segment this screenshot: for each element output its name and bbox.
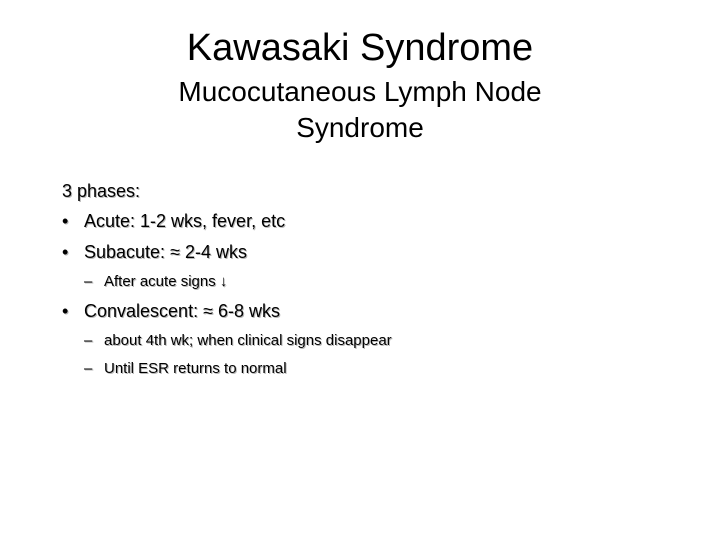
subtitle-line-2: Syndrome <box>296 112 424 143</box>
dash-icon: – <box>84 332 93 349</box>
subtitle-line-1: Mucocutaneous Lymph Node <box>178 76 542 107</box>
list-item-text: Subacute: ≈ 2-4 wks <box>84 242 247 262</box>
slide-subtitle <box>60 74 660 146</box>
bullet-icon: • <box>62 242 69 262</box>
sub-item-after-acute <box>62 272 662 291</box>
list-item-acute <box>62 210 662 232</box>
sub-item-4th-week <box>62 331 662 350</box>
sub-item-esr-normal <box>62 359 662 378</box>
intro-text: 3 phases: <box>62 181 141 201</box>
list-item-text: Acute: 1-2 wks, fever, etc <box>84 211 286 231</box>
list-item-convalescent <box>62 300 662 322</box>
title-block <box>60 26 660 146</box>
list-item-subacute <box>62 241 662 263</box>
dash-icon: – <box>84 273 93 290</box>
dash-icon: – <box>84 360 93 377</box>
sub-item-text: Until ESR returns to normal <box>104 360 287 377</box>
slide-body <box>62 180 662 387</box>
bullet-icon: • <box>62 211 69 231</box>
bullet-icon: • <box>62 301 69 321</box>
sub-item-text: about 4th wk; when clinical signs disappear <box>104 332 392 349</box>
sub-item-text: After acute signs ↓ <box>104 273 228 290</box>
list-item-text: Convalescent: ≈ 6-8 wks <box>84 301 280 321</box>
slide-title: Kawasaki Syndrome <box>186 27 534 69</box>
